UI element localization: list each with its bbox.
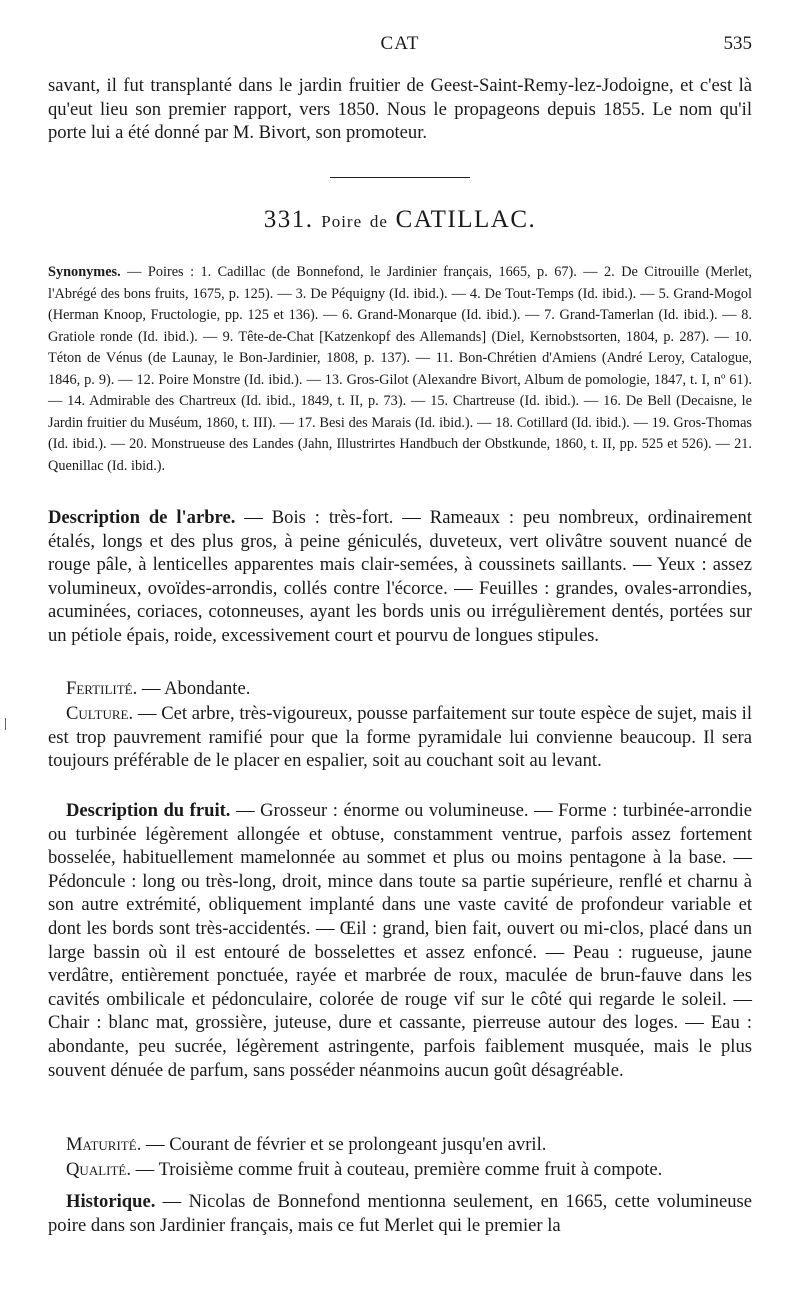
entry-poire-word: Poire: [321, 212, 363, 231]
entry-title: [0, 206, 800, 234]
culture-text: — Cet arbre, très-vigoureux, pousse parfaitement sur toute espèce de sujet, mais il est trop pauvrement ramifié pour que la forme pyramidale lui convienne beaucoup. Il sera toujours préférable de le placer en espalier, soit au couchant soit au levant.: [48, 703, 752, 772]
running-head: CAT: [380, 33, 420, 54]
maturite-label: Maturité.: [66, 1134, 142, 1155]
entry-name: CATILLAC.: [395, 206, 537, 233]
historique-label: Historique.: [66, 1191, 156, 1212]
description-fruit-label: Description du fruit.: [66, 800, 231, 821]
page-number: 535: [723, 33, 752, 54]
synonyms-label: Synonymes.: [48, 264, 121, 280]
page-header: [0, 33, 800, 59]
maturite-section: [48, 1133, 752, 1157]
historique-text: — Nicolas de Bonnefond mentionna seulement, en 1665, cette volumineuse poire dans son Jardinier français, mais ce fut Merlet qui le premier la: [48, 1191, 752, 1236]
fertilite-text: — Abondante.: [137, 678, 251, 699]
culture-label: Culture.: [66, 703, 134, 724]
description-arbre-label: Description de l'arbre.: [48, 507, 236, 528]
intro-paragraph: savant, il fut transplanté dans le jardin fruitier de Geest-Saint-Remy-lez-Jodoigne, et c'est là qu'eut lieu son premier rapport, vers 1850. Nous le propageons depuis 1855. Le nom qu'il porte lui a été donné par M. Bivort, son promoteur.: [48, 75, 752, 144]
entry-number: 331.: [263, 206, 314, 233]
description-arbre: [48, 506, 752, 648]
synonyms-text: — Poires : 1. Cadillac (de Bonnefond, le Jardinier français, 1665, p. 67). — 2. De Citrouille (Merlet, l'Abrégé des bons fruits, 1675, p. 125). — 3. De Péquigny (Id. ibid.). — 4. De Tout-Temps (Id. ibid.). — 5. Grand-Mogol (Herman Knoop, Fructologie, pp. 125 et 136). — 6. Grand-Monarque (Id. ibid.). — 7. Grand-Tamerlan (Id. ibid.). — 8. Gratiole ronde (Id. ibid.). — 9. Tête-de-Chat [Katzenkopf des Allemands] (Diel, Kernobstsorten, 1804, p. 287). — 10. Téton de Vénus (de Launay, le Bon-Jardinier, 1808, p. 137). — 11. Bon-Chrétien d'Amiens (André Leroy, Catalogue, 1846, p. 9). — 12. Poire Monstre (Id. ibid.). — 13. Gros-Gilot (Alexandre Bivort, Album de pomologie, 1847, t. I, nº 61). — 14. Admirable des Chartreux (Id. ibid., 1849, t. II, p. 73). — 15. Chartreuse (Id. ibid.). — 16. De Bell (Decaisne, le Jardin fruitier du Muséum, 1860, t. III). — 17. Besi des Marais (Id. ibid.). — 18. Cotillard (Id. ibid.). — 19. Gros-Thomas (Id. ibid.). — 20. Monstrueuse des Landes (Jahn, Illustrirtes Handbuch der Obstkunde, 1860, t. II, pp. 525 et 526). — 21. Quenillac (Id. ibid.).: [48, 264, 752, 474]
historique-section: [48, 1190, 752, 1237]
fertilite-label: Fertilité.: [66, 678, 138, 699]
description-fruit: [48, 799, 752, 1082]
description-arbre-text: — Bois : très-fort. — Rameaux : peu nombreux, ordinairement étalés, longs et des plus gros, à peine géniculés, duveteux, vert olivâtre souvent nuancé de rouge pâle, à lenticelles apparentes mais clair-semées, à coussinets saillants. — Yeux : assez volumineux, ovoïdes-arrondis, collés contre l'écorce. — Feuilles : grandes, ovales-arrondies, acuminées, coriaces, cotonneuses, ayant les bords unis ou irrégulièrement dentés, portées sur un pétiole épais, roide, excessivement court et pourvu de longues stipules.: [48, 507, 752, 646]
synonyms-block: [48, 262, 752, 477]
section-divider: [330, 177, 470, 178]
description-fruit-text: — Grosseur : énorme ou volumineuse. — Forme : turbinée-arrondie ou turbinée légèrement allongée et obtuse, constamment ventrue, parfois assez fortement bosselée, habituellement mamelonnée au sommet et plus ou moins pentagone à la base. — Pédoncule : long ou très-long, droit, mince dans toute sa partie supérieure, renflé et charnu à son autre extrémité, obliquement implanté dans une vaste cavité de profondeur variable et dont les bords sont très-accidentés. — Œil : grand, bien fait, ouvert ou mi-clos, placé dans un large bassin où il est entouré de bosselettes et assez enfoncé. — Peau : rugueuse, jaune verdâtre, entièrement ponctuée, rayée et marbrée de roux, maculée de brun-fauve dans les cavités ombilicale et pédonculaire, colorée de rouge vif sur le côté qui regarde le soleil. — Chair : blanc mat, grossière, juteuse, dure et cassante, pierreuse autour des loges. — Eau : abondante, peu sucrée, légèrement astringente, parfois faiblement musquée, mais le plus souvent dénuée de parfum, sans posséder néanmoins aucun goût désagréable.: [48, 800, 752, 1081]
margin-mark: [5, 718, 6, 730]
fertilite-section: [48, 677, 752, 701]
culture-section: [48, 702, 752, 773]
maturite-text: — Courant de février et se prolongeant jusqu'en avril.: [141, 1134, 547, 1155]
qualite-label: Qualité.: [66, 1159, 132, 1180]
qualite-text: — Troisième comme fruit à couteau, première comme fruit à compote.: [131, 1159, 663, 1180]
qualite-section: [48, 1158, 752, 1182]
entry-de-word: de: [369, 212, 388, 231]
